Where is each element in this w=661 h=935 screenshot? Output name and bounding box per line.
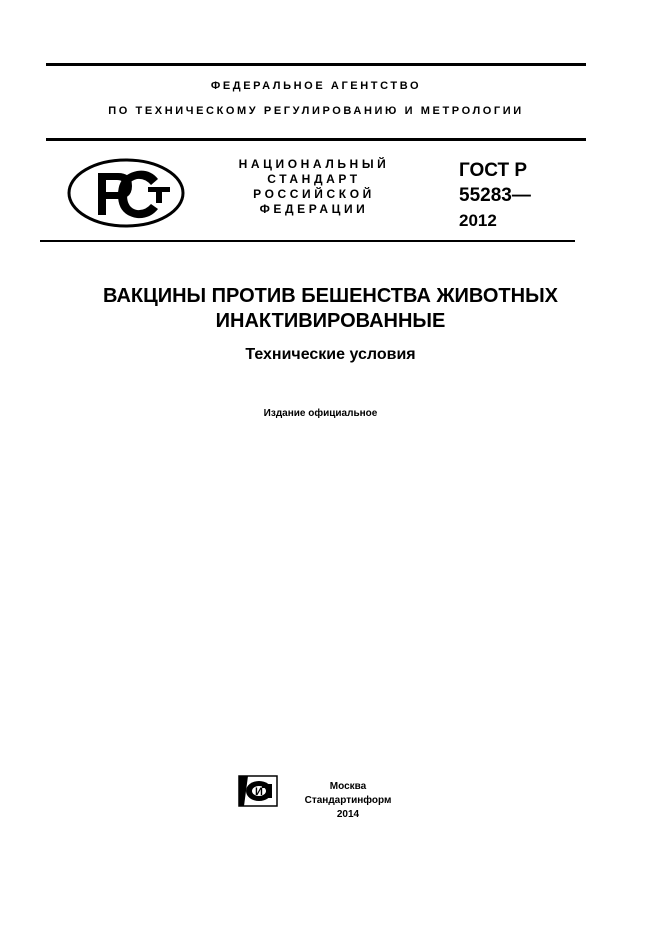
standard-code <box>459 158 531 233</box>
imprint-city: Москва <box>329 781 367 792</box>
agency-line-1: ФЕДЕРАЛЬНОЕ АГЕНТСТВО <box>210 80 422 92</box>
type-line: ФЕДЕРАЦИИ <box>259 202 369 216</box>
code-line-2: 55283— <box>459 185 531 206</box>
document-subtitle: Технические условия <box>245 346 416 363</box>
title-line-2: ИНАКТИВИРОВАННЫЕ <box>215 310 446 332</box>
svg-text:И: И <box>255 786 263 798</box>
type-line: СТАНДАРТ <box>267 172 361 186</box>
standartinform-logo-icon <box>238 775 278 807</box>
code-line-3: 2012 <box>459 211 497 230</box>
document-title <box>20 284 641 334</box>
national-standard-label <box>214 157 414 217</box>
type-line: НАЦИОНАЛЬНЫЙ <box>238 157 390 171</box>
type-line: РОССИЙСКОЙ <box>253 187 375 201</box>
header-rule <box>46 138 586 141</box>
agency-line-2: ПО ТЕХНИЧЕСКОМУ РЕГУЛИРОВАНИЮ И МЕТРОЛОГИИ <box>108 105 524 117</box>
imprint-publisher: Стандартинформ <box>304 795 392 806</box>
block-rule <box>40 240 575 242</box>
edition-note: Издание официальное <box>263 408 378 419</box>
imprint-year: 2014 <box>336 809 360 820</box>
top-rule <box>46 63 586 66</box>
code-line-1: ГОСТ Р <box>459 160 528 181</box>
publisher-imprint <box>288 780 408 822</box>
title-line-1: ВАКЦИНЫ ПРОТИВ БЕШЕНСТВА ЖИВОТНЫХ <box>103 285 558 307</box>
rst-certification-mark-icon <box>66 157 186 229</box>
